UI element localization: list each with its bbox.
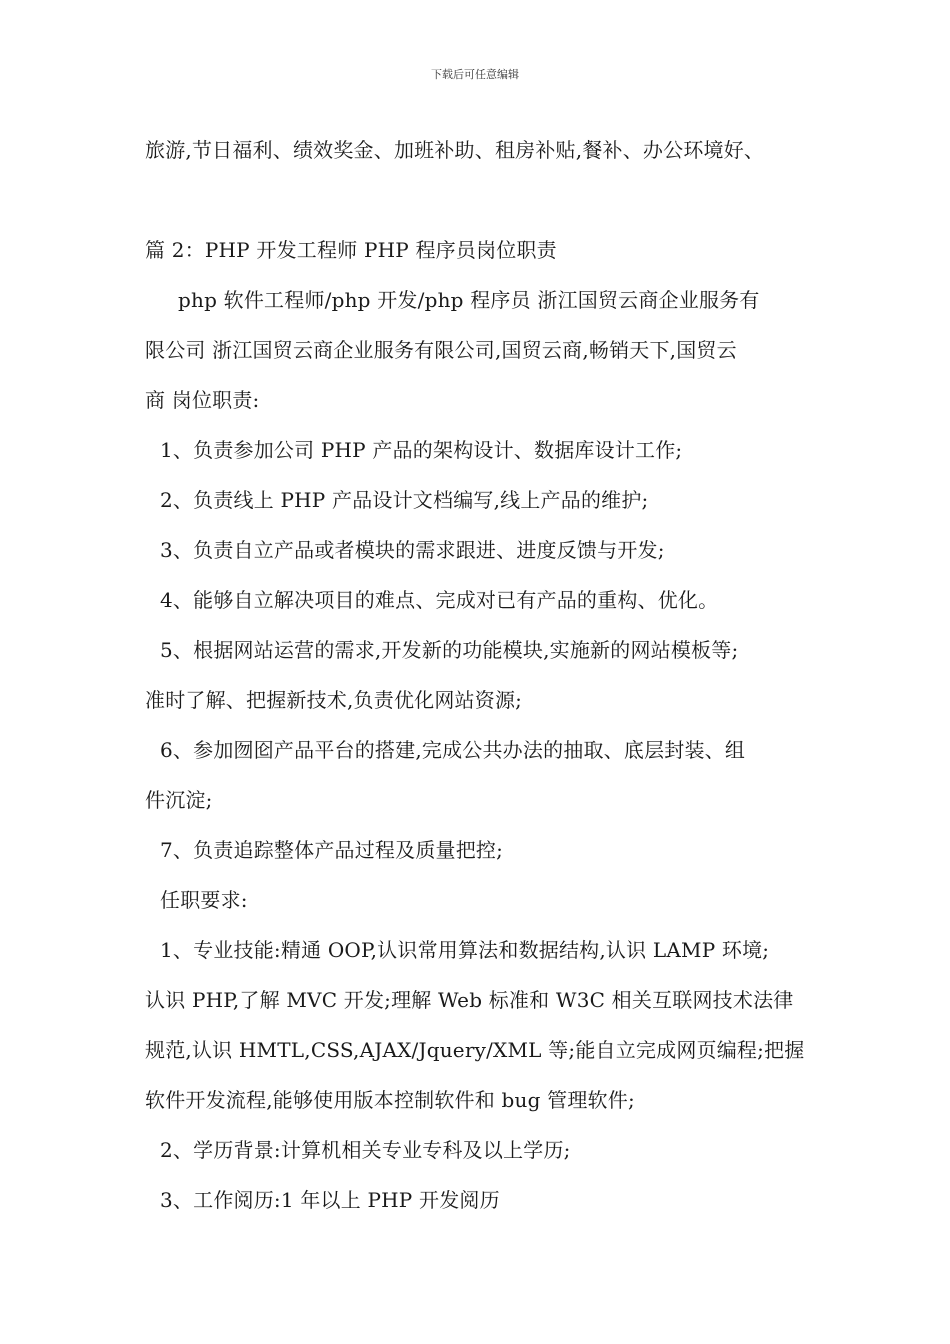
body-line: php 软件工程师/php 开发/php 程序员 浙江国贸云商企业服务有 xyxy=(178,288,760,312)
list-item-continuation: 认识 PHP,了解 MVC 开发;理解 Web 标准和 W3C 相关互联网技术法律 xyxy=(145,988,794,1012)
header-note: 下载后可任意编辑 xyxy=(431,68,519,81)
list-item: 2、学历背景:计算机相关专业专科及以上学历; xyxy=(160,1138,571,1162)
body-line: 限公司 浙江国贸云商企业服务有限公司,国贸云商,畅销天下,国贸云 xyxy=(145,338,737,362)
list-item: 4、能够自立解决项目的难点、完成对已有产品的重构、优化。 xyxy=(160,588,719,612)
list-item-continuation: 软件开发流程,能够使用版本控制软件和 bug 管理软件; xyxy=(145,1088,635,1112)
body-line: 旅游,节日福利、绩效奖金、加班补助、租房补贴,餐补、办公环境好、 xyxy=(145,138,765,162)
list-item-continuation: 规范,认识 HMTL,CSS,AJAX/Jquery/XML 等;能自立完成网页编程;把握 xyxy=(145,1038,805,1062)
list-item-continuation: 准时了解、把握新技术,负责优化网站资源; xyxy=(145,688,523,712)
body-line: 商 岗位职责: xyxy=(145,388,260,412)
list-item: 1、专业技能:精通 OOP,认识常用算法和数据结构,认识 LAMP 环境; xyxy=(160,938,770,962)
list-item: 3、负责自立产品或者模块的需求跟进、进度反馈与开发; xyxy=(160,538,665,562)
list-item: 2、负责线上 PHP 产品设计文档编写,线上产品的维护; xyxy=(160,488,649,512)
list-item: 5、根据网站运营的需求,开发新的功能模块,实施新的网站模板等; xyxy=(160,638,739,662)
list-item: 1、负责参加公司 PHP 产品的架构设计、数据库设计工作; xyxy=(160,438,683,462)
list-item: 3、工作阅历:1 年以上 PHP 开发阅历 xyxy=(160,1188,500,1212)
subheading: 任职要求: xyxy=(160,888,248,912)
list-item: 6、参加囫囵产品平台的搭建,完成公共办法的抽取、底层封装、组 xyxy=(160,738,746,762)
list-item: 7、负责追踪整体产品过程及质量把控; xyxy=(160,838,504,862)
section-heading: 篇 2：PHP 开发工程师 PHP 程序员岗位职责 xyxy=(145,238,557,262)
list-item-continuation: 件沉淀; xyxy=(145,788,213,812)
